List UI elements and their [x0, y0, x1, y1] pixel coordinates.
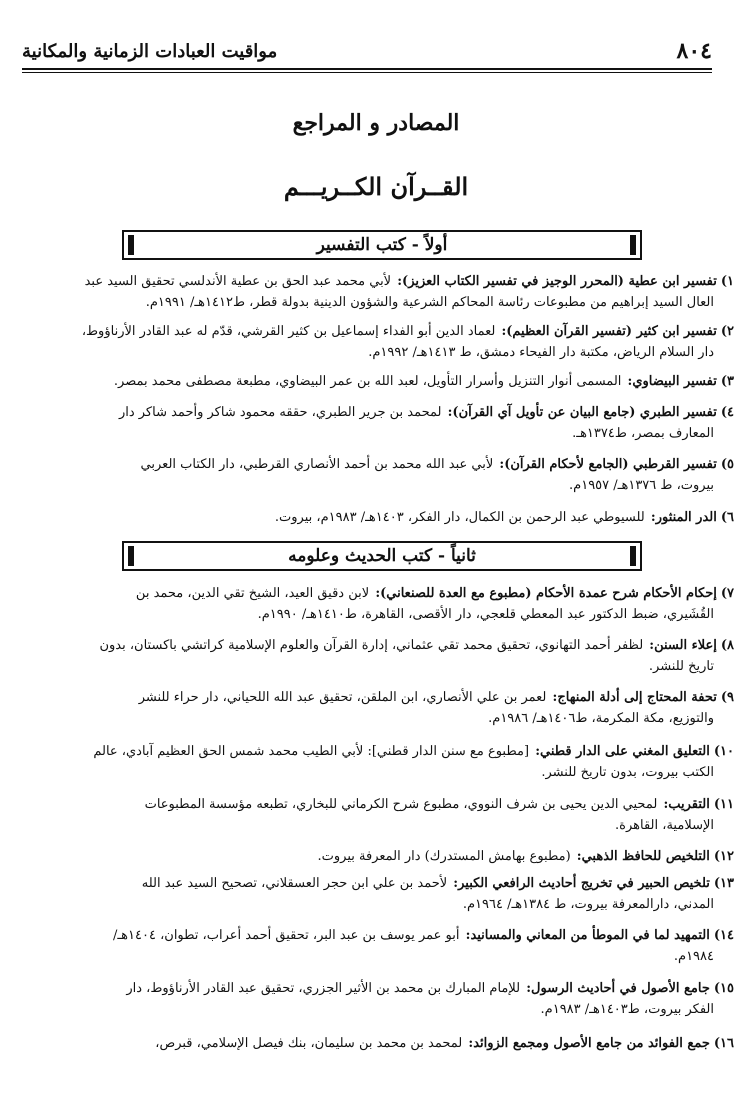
entry-title: جمع الفوائد من جامع الأصول ومجمع الزوائد:: [468, 1036, 710, 1051]
running-header: [22, 34, 712, 70]
entry-text: لعماد الدين أبو الفداء إسماعيل بن كثير القرشي، قدّم له عبد القادر الأرناؤوط،: [81, 324, 496, 339]
entry-number: ١٤): [713, 928, 734, 943]
entry-text: لمحيي الدين يحيى بن شرف النووي، مطبوع شرح الكرماني للبخاري، تطبعه مؤسسة المطبوعات: [144, 797, 658, 812]
entry-text: لمحمد بن محمد بن سليمان، بنك فيصل الإسلامي، قبرص،: [155, 1036, 463, 1051]
entry-continuation: ١٩٨٤م.: [673, 949, 714, 964]
entry-title: التقريب:: [663, 797, 710, 812]
reference-entry: [24, 371, 734, 392]
page-title: المصادر و المراجع: [292, 110, 460, 136]
entry-title: تفسير ابن كثير (تفسير القرآن العظيم):: [501, 324, 717, 339]
entry-text: لابن دقيق العيد، الشيخ تقي الدين، محمد بن: [135, 586, 370, 601]
reference-entry: [24, 454, 734, 496]
entry-text: المسمى أنوار التنزيل وأسرار التأويل، لعبد الله بن عمر البيضاوي، مطبعة مصطفى محمد بمصر.: [113, 374, 622, 389]
entry-title: التلخيص للحافظ الذهبي:: [576, 849, 710, 864]
entry-text: لمحمد بن جرير الطبري، حققه محمود شاكر وأحمد شاكر دار: [118, 405, 442, 420]
reference-entry: [24, 271, 734, 313]
entry-number: ٣): [720, 374, 734, 389]
entry-continuation: الكتب بيروت، بدون تاريخ للنشر.: [541, 765, 714, 780]
entry-continuation: تاريخ للنشر.: [648, 659, 714, 674]
entry-continuation: دار السلام الرياض، مكتبة دار الفيحاء دمشق، ط ١٤١٣هـ/ ١٩٩٢م.: [368, 345, 714, 360]
reference-entry: [24, 687, 734, 729]
entry-title: تفسير البيضاوي:: [627, 374, 717, 389]
entry-continuation: الإسلامية، القاهرة.: [615, 818, 714, 833]
entry-continuation: والتوزيع، مكة المكرمة، ط١٤٠٦هـ/ ١٩٨٦م.: [488, 711, 714, 726]
entry-text: لعمر بن علي الأنصاري، ابن الملقن، تحقيق عبد الله اللحياني، دار حراء للنشر: [138, 690, 547, 705]
entry-number: ٦): [720, 510, 734, 525]
entry-title: جامع الأصول في أحاديث الرسول:: [526, 981, 710, 996]
reference-entry: [24, 794, 734, 836]
entry-number: ١): [720, 274, 734, 289]
reference-entry: [24, 402, 734, 444]
section-heading-label: ثانياً - كتب الحديث وعلومه: [288, 546, 476, 566]
entry-title: تفسير الطبري (جامع البيان عن تأويل آي القرآن):: [447, 405, 717, 420]
entry-number: ١١): [713, 797, 734, 812]
entry-text: لأبي محمد عبد الحق بن عطية الأندلسي تحقيق السيد عبد: [84, 274, 392, 289]
reference-entry: [24, 583, 734, 625]
reference-entry: [24, 507, 734, 528]
entry-number: ٩): [720, 690, 734, 705]
entry-number: ٧): [720, 586, 734, 601]
entry-number: ٨): [720, 638, 734, 653]
reference-entry: [24, 873, 734, 915]
entry-text: للسيوطي عبد الرحمن بن الكمال، دار الفكر، ١٤٠٣هـ/ ١٩٨٣م، بيروت.: [274, 510, 645, 525]
entry-text: لظفر أحمد التهانوي، تحقيق محمد تقي عثماني، إدارة القرآن والعلوم الإسلامية كراتشي باكستان، بدون: [99, 638, 644, 653]
entry-number: ١٥): [713, 981, 734, 996]
entry-continuation: المدني، دارالمعرفة بيروت، ط ١٣٨٤هـ/ ١٩٦٤م.: [462, 897, 714, 912]
entry-text: (مطبوع بهامش المستدرك) دار المعرفة بيروت.: [317, 849, 571, 864]
reference-entry: [24, 978, 734, 1020]
page-number: ٨٠٤: [676, 38, 712, 64]
entry-title: تفسير ابن عطية (المحرر الوجيز في تفسير الكتاب العزيز):: [397, 274, 717, 289]
entry-text: لأحمد بن علي ابن حجر العسقلاني، تصحيح السيد عبد الله: [141, 876, 448, 891]
reference-entry: [24, 1033, 734, 1054]
entry-text: [مطبوع مع سنن الدار قطني]: لأبي الطيب محمد شمس الحق العظيم آبادي، عالم: [93, 744, 530, 759]
entry-number: ٥): [720, 457, 734, 472]
entry-number: ١٣): [713, 876, 734, 891]
entry-title: التعليق المغني على الدار قطني:: [535, 744, 710, 759]
reference-entry: [24, 846, 734, 867]
entry-continuation: القُشَيري، ضبط الدكتور عبد المعطي قلعجي، دار الأقصى، القاهرة، ط١٤١٠هـ/ ١٩٩٠م.: [257, 607, 714, 622]
entry-title: تفسير القرطبي (الجامع لأحكام القرآن):: [499, 457, 717, 472]
entry-title: الدر المنثور:: [650, 510, 717, 525]
entry-text: أبو عمر يوسف بن عبد البر، تحقيق أحمد أعراب، تطوان، ١٤٠٤هـ/: [112, 928, 460, 943]
entry-number: ١٦): [713, 1036, 734, 1051]
entry-number: ٤): [720, 405, 734, 420]
entry-title: التمهيد لما في الموطأ من المعاني والمسانيد:: [465, 928, 710, 943]
entry-title: تحفة المحتاج إلى أدلة المنهاج:: [552, 690, 717, 705]
quran-heading: القــرآن الكــريـــم: [283, 172, 469, 201]
section-heading-hadith: [122, 541, 642, 571]
header-rule: [22, 72, 712, 73]
entry-continuation: بيروت، ط ١٣٧٦هـ/ ١٩٥٧م.: [569, 478, 714, 493]
book-title: مواقيت العبادات الزمانية والمكانية: [22, 40, 278, 62]
entry-number: ١٢): [713, 849, 734, 864]
entry-title: تلخيص الحبير في تخريج أحاديث الرافعي الكبير:: [453, 876, 710, 891]
reference-entry: [24, 741, 734, 783]
section-heading-label: أولاً - كتب التفسير: [316, 235, 448, 255]
entry-title: إعلاء السنن:: [649, 638, 717, 653]
entry-continuation: العال السيد إبراهيم من مطبوعات رئاسة المحاكم الشرعية والشؤون الدينية بدولة قطر، ط١٤١٢هـ/ ١٩٩١م.: [145, 295, 714, 310]
entry-continuation: المعارف بمصر، ط١٣٧٤هـ.: [572, 426, 714, 441]
entry-continuation: الفكر بيروت، ط١٤٠٣هـ/ ١٩٨٣م.: [540, 1002, 714, 1017]
entry-number: ٢): [720, 324, 734, 339]
entry-number: ١٠): [713, 744, 734, 759]
reference-entry: [24, 321, 734, 363]
reference-entry: [24, 635, 734, 677]
entry-text: للإمام المبارك بن محمد بن الأثير الجزري، تحقيق عبد القادر الأرناؤوط، دار: [126, 981, 521, 996]
entry-title: إحكام الأحكام شرح عمدة الأحكام (مطبوع مع العدة للصنعاني):: [375, 586, 717, 601]
reference-entry: [24, 925, 734, 967]
entry-text: لأبي عبد الله محمد بن أحمد الأنصاري القرطبي، دار الكتاب العربي: [140, 457, 494, 472]
section-heading-tafsir: [122, 230, 642, 260]
